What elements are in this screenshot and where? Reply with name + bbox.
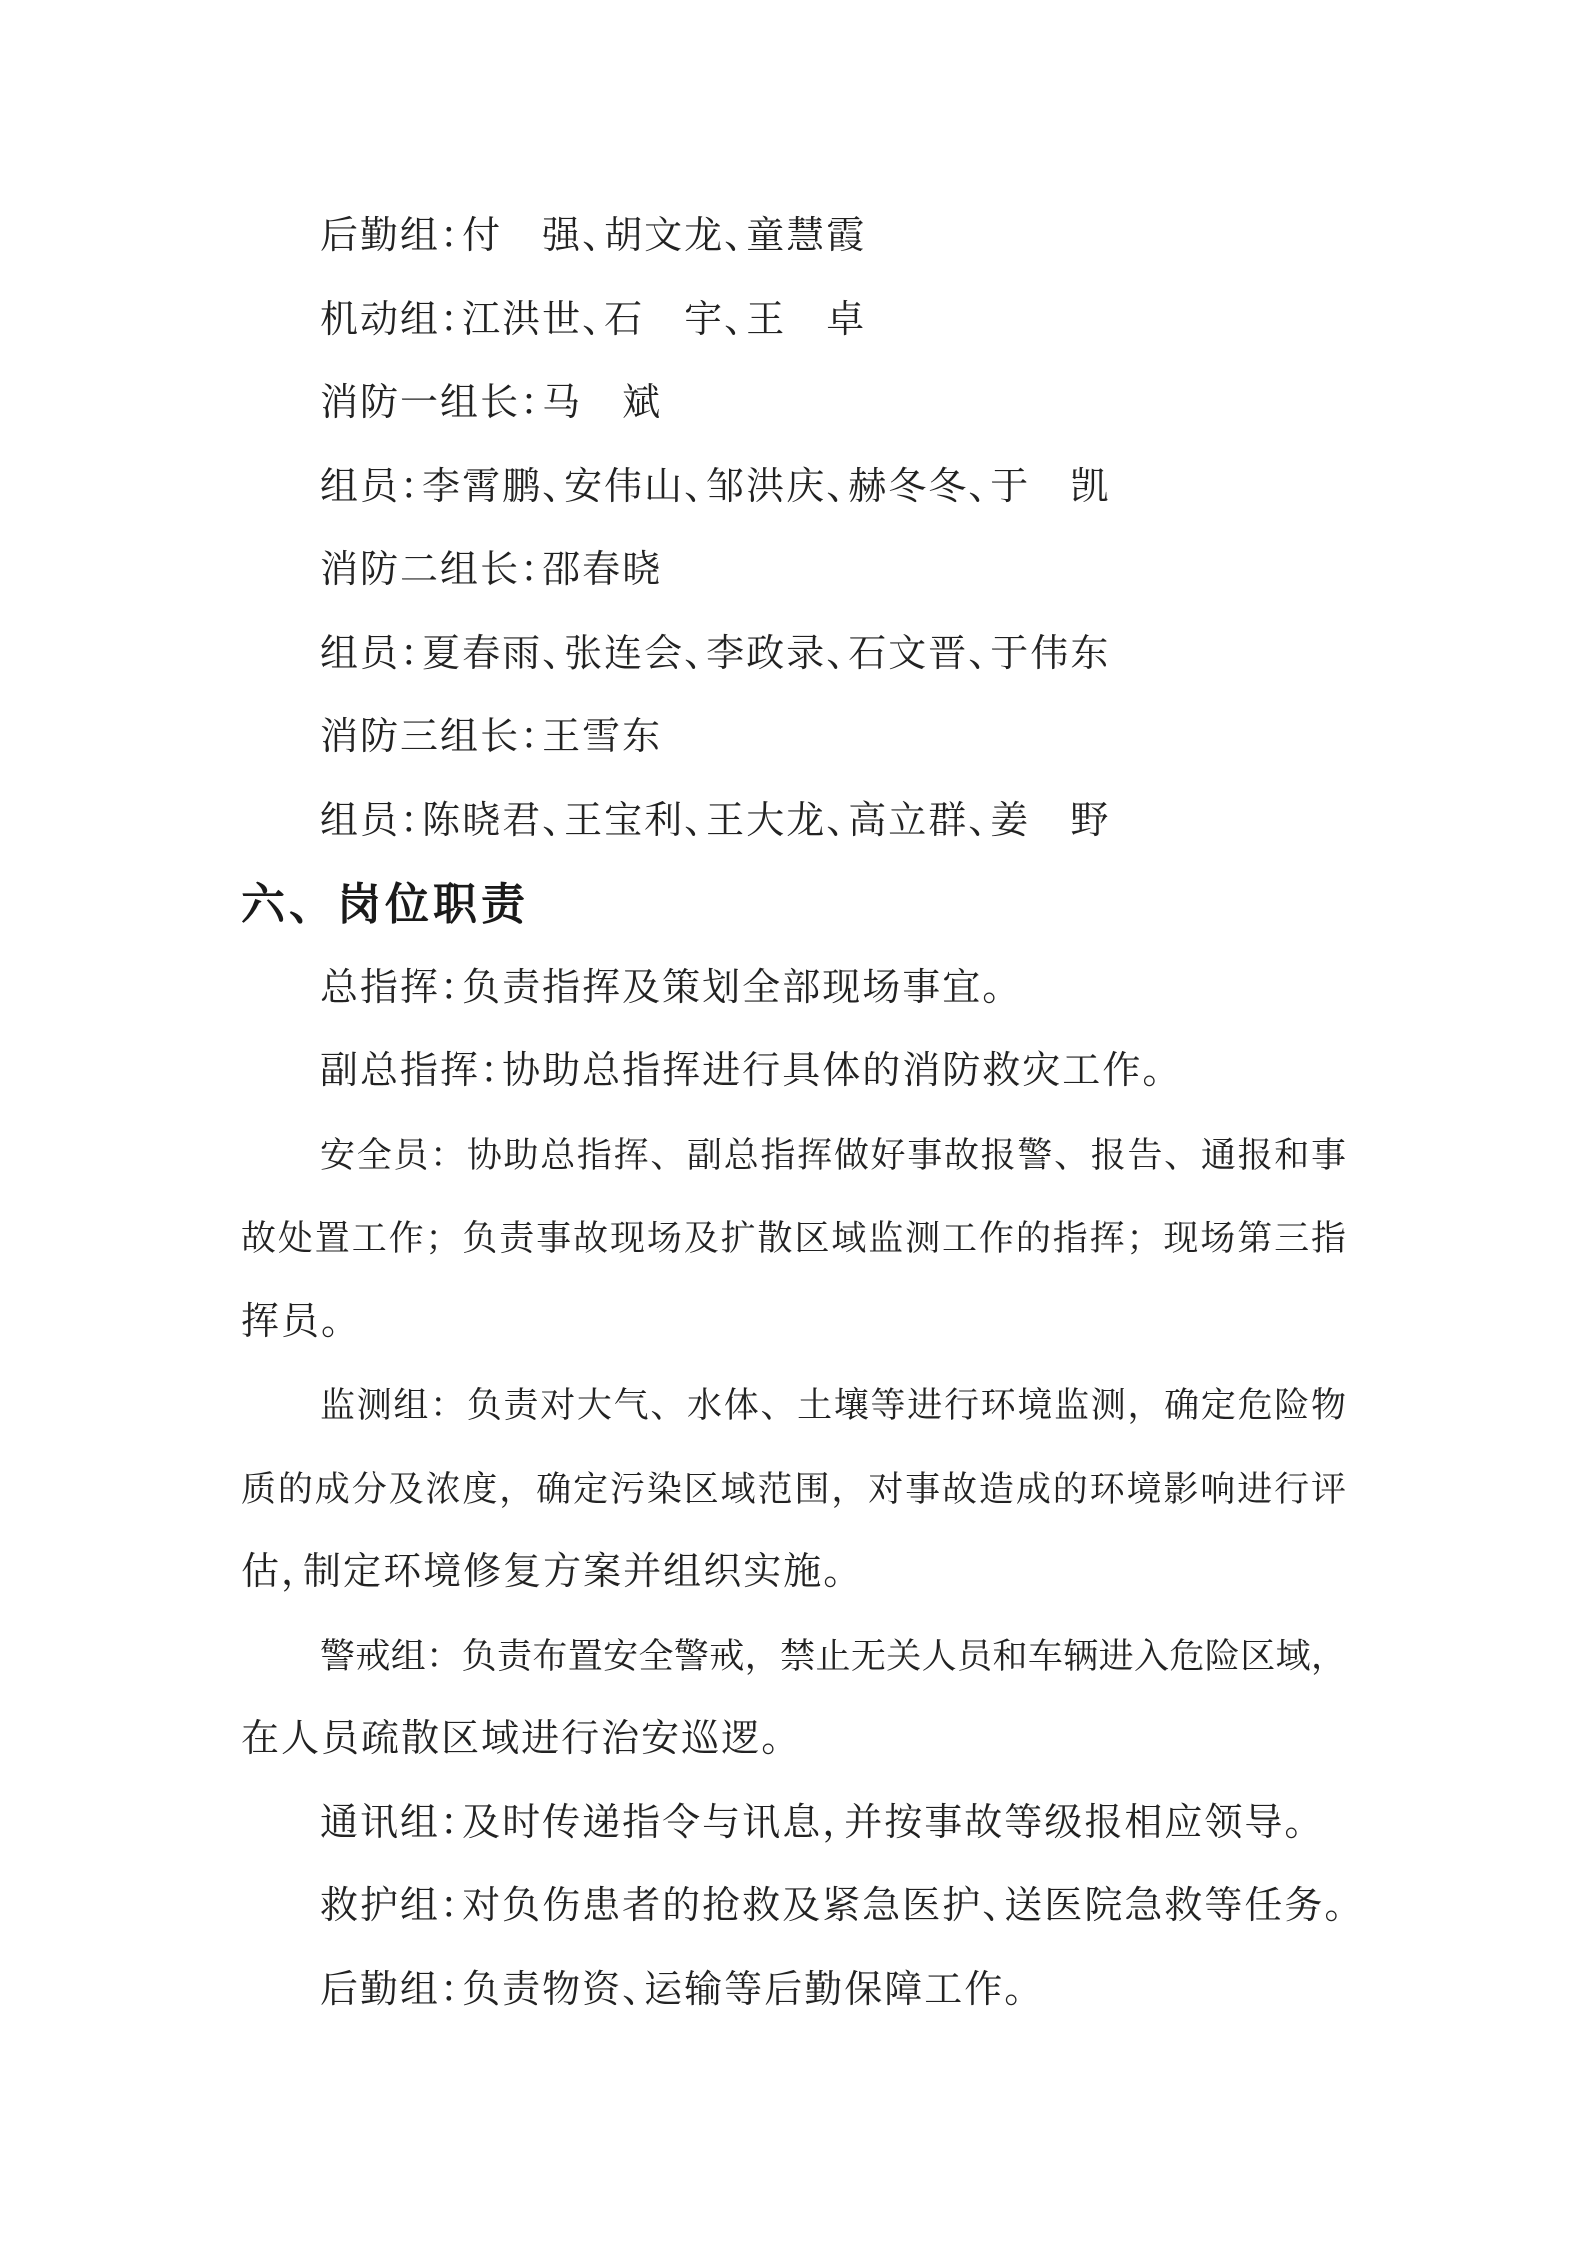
cjk-punct: 、 [826,632,849,675]
cjk-punct: 、 [542,799,565,842]
cjk-punct: ， [281,1551,304,1593]
roster-line-fire3-leader: 消防三组长：王雪东 [320,716,663,758]
cjk-punct: 、 [582,298,605,341]
cjk-punct: 。 [1142,1050,1165,1092]
cjk-punct: 。 [823,1551,846,1593]
duty-line-security-1: 警戒组：负责布置安全警戒，禁止无关人员和车辆进入危险区域， [320,1636,1346,1676]
cjk-punct: 、 [684,465,707,508]
cjk-punct: 。 [321,1300,344,1343]
cjk-punct: 、 [684,799,707,842]
roster-line-fire1-members: 组员：李霄鹏、安伟山、邹洪庆、赫冬冬、于 凯 [320,465,1111,508]
section-heading: 六、岗位职责 [241,880,529,929]
cjk-punct: ： [440,966,463,1009]
cjk-punct: 、 [542,632,565,675]
cjk-punct: ： [440,1968,463,2011]
duty-line-safety-3: 挥员。 [241,1300,344,1343]
duty-line-communication: 通讯组：及时传递指令与讯息，并按事故等级报相应领导。 [320,1801,1307,1844]
cjk-punct: ： [400,799,423,842]
duty-line-monitor-2: 质的成分及浓度，确定污染区域范围，对事故造成的环境影响进行评 [241,1469,1346,1509]
duty-line-logistics: 后勤组：负责物资、运输等后勤保障工作。 [320,1968,1027,2011]
cjk-punct: 、 [982,1885,1005,1927]
cjk-punct: ： [440,298,463,341]
duty-line-safety-2: 故处置工作；负责事故现场及扩散区域监测工作的指挥；现场第三指 [241,1219,1346,1258]
document-text-block [241,195,1346,2032]
cjk-punct: 。 [1324,1885,1347,1927]
roster-line-fire2-members: 组员：夏春雨、张连会、李政录、石文晋、于伟东 [320,632,1111,675]
cjk-punct: 、 [724,298,747,341]
cjk-punct: 、 [968,632,991,675]
cjk-punct: ： [520,716,543,758]
cjk-punct: ： [520,382,543,424]
cjk-punct: 、 [826,465,849,508]
cjk-punct: 、 [622,1968,645,2011]
duty-line-rescue: 救护组：对负伤患者的抢救及紧急医护、送医院急救等任务。 [320,1885,1347,1927]
cjk-punct: 。 [982,966,1005,1009]
roster-line-fire3-members: 组员：陈晓君、王宝利、王大龙、高立群、姜 野 [320,799,1111,842]
cjk-punct: 。 [761,1718,784,1760]
roster-line-logistics: 后勤组：付 强、胡文龙、童慧霞 [320,215,867,257]
cjk-punct: ： [400,465,423,508]
cjk-punct: ： [440,1885,463,1927]
cjk-punct: 、 [968,465,991,508]
duty-line-monitor-1: 监测组：负责对大气、水体、土壤等进行环境监测，确定危险物 [320,1386,1346,1425]
cjk-punct: ： [480,1050,503,1092]
cjk-punct: 、 [582,215,605,257]
roster-line-fire1-leader: 消防一组长：马 斌 [320,382,663,424]
duty-line-monitor-3: 估，制定环境修复方案并组织实施。 [241,1551,846,1593]
duty-line-deputy: 副总指挥：协助总指挥进行具体的消防救灾工作。 [320,1050,1165,1092]
cjk-punct: 、 [968,799,991,842]
duty-line-security-2: 在人员疏散区域进行治安巡逻。 [241,1718,784,1760]
cjk-punct: 。 [1284,1801,1307,1844]
cjk-punct: ， [822,1801,845,1844]
cjk-punct: 、 [542,465,565,508]
cjk-punct: 。 [1004,1968,1027,2011]
duty-line-safety-1: 安全员：协助总指挥、副总指挥做好事故报警、报告、通报和事 [320,1135,1346,1175]
duty-line-chief: 总指挥：负责指挥及策划全部现场事宜。 [320,966,1005,1009]
cjk-punct: ： [440,215,463,257]
cjk-punct: 、 [724,215,747,257]
roster-line-mobile: 机动组：江洪世、石 宇、王 卓 [320,298,867,341]
cjk-punct: ： [440,1801,463,1844]
cjk-punct: 、 [826,799,849,842]
cjk-punct: ： [400,632,423,675]
cjk-punct: ： [520,549,543,591]
cjk-punct: 、 [684,632,707,675]
roster-line-fire2-leader: 消防二组长：邵春晓 [320,549,663,591]
